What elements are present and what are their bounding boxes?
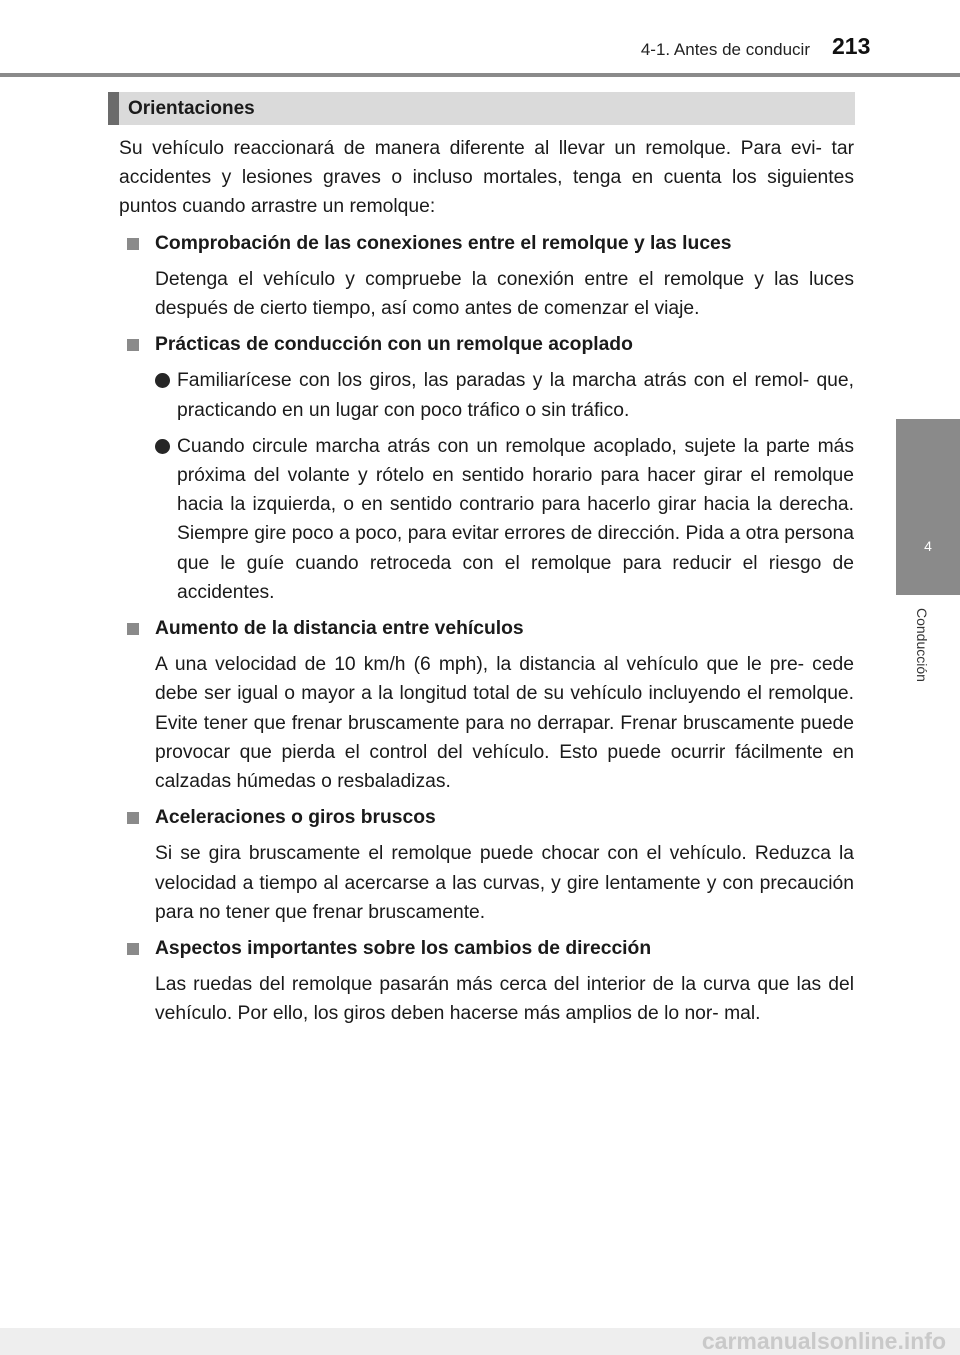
subsection-body: A una velocidad de 10 km/h (6 mph), la distancia al vehículo que le pre- cede debe ser igual o mayor a la longitud total de su vehículo incluyendo el remolque. Evite tener que frenar bruscamente para no derrapar. Frenar bruscamente puede provocar que pierda el control del vehículo. Esto puede ocurrir fácilmente en calzadas húmedas o resbaladizas.	[155, 654, 854, 793]
subsection-heading-text: Comprobación de las conexiones entre el remolque y las luces	[155, 232, 732, 254]
chapter-label: Conducción	[914, 608, 930, 682]
round-bullet-icon	[155, 373, 170, 388]
subsection-heading-text: Aspectos importantes sobre los cambios de dirección	[155, 938, 652, 960]
bullet-item	[119, 366, 854, 424]
chapter-tab	[896, 419, 960, 595]
subsection-heading	[119, 803, 854, 832]
subsection-heading-text: Aceleraciones o giros bruscos	[155, 807, 436, 829]
subsection-heading	[119, 934, 854, 963]
page-number: 213	[832, 33, 871, 59]
intro-paragraph: Su vehículo reaccionará de manera diferente al llevar un remolque. Para evi- tar accidentes y lesiones graves o incluso mortales, tenga en cuenta los siguientes puntos cuando arrastre un remolque:	[119, 138, 854, 218]
chapter-number: 4	[924, 538, 932, 554]
bullet-text: Familiarícese con los giros, las paradas y la marcha atrás con el remol- que, practicando en un lugar con poco tráfico o sin tráfico.	[177, 370, 854, 421]
bullet-text: Cuando circule marcha atrás con un remolque acoplado, sujete la parte más próxima del volante y rótelo en sentido horario para hacer girar el remolque hacia la izquierda, o en sentido contrario para hacerlo girar hacia la derecha. Siempre gire poco a poco, para evitar errores de dirección. Pida a otra persona que le guíe cuando retroceda con el remolque para reducir el riesgo de accidentes.	[177, 435, 854, 603]
square-bullet-icon	[127, 623, 139, 635]
subsection-heading-text: Prácticas de conducción con un remolque acoplado	[155, 334, 633, 356]
subsection-heading	[119, 614, 854, 643]
square-bullet-icon	[127, 339, 139, 351]
footer-watermark: carmanualsonline.info	[701, 1328, 946, 1354]
subsection-heading	[119, 330, 854, 359]
square-bullet-icon	[127, 812, 139, 824]
page-header	[0, 0, 960, 78]
header-rule	[0, 73, 960, 77]
main-content	[119, 134, 854, 1036]
subsection-body: Detenga el vehículo y compruebe la conexión entre el remolque y las luces después de cierto tiempo, así como antes de comenzar el viaje.	[155, 268, 854, 320]
square-bullet-icon	[127, 943, 139, 955]
subsection-heading	[119, 229, 854, 258]
subsection-heading-text: Aumento de la distancia entre vehículos	[155, 618, 524, 640]
bullet-item	[119, 432, 854, 607]
square-bullet-icon	[127, 238, 139, 250]
round-bullet-icon	[155, 439, 170, 454]
section-title: Orientaciones	[128, 98, 255, 119]
footer-band	[0, 1328, 960, 1355]
subsection-body: Si se gira bruscamente el remolque puede chocar con el vehículo. Reduzca la velocidad a tiempo al acercarse a las curvas, y gire lentamente y con precaución para no tener que frenar bruscamente.	[155, 843, 854, 923]
header-section-title: 4-1. Antes de conducir	[640, 40, 810, 59]
section-title-bar	[108, 92, 855, 125]
subsection-body: Las ruedas del remolque pasarán más cerca del interior de la curva que las del vehículo. Por ello, los giros deben hacerse más amplios de lo nor- mal.	[155, 974, 854, 1025]
